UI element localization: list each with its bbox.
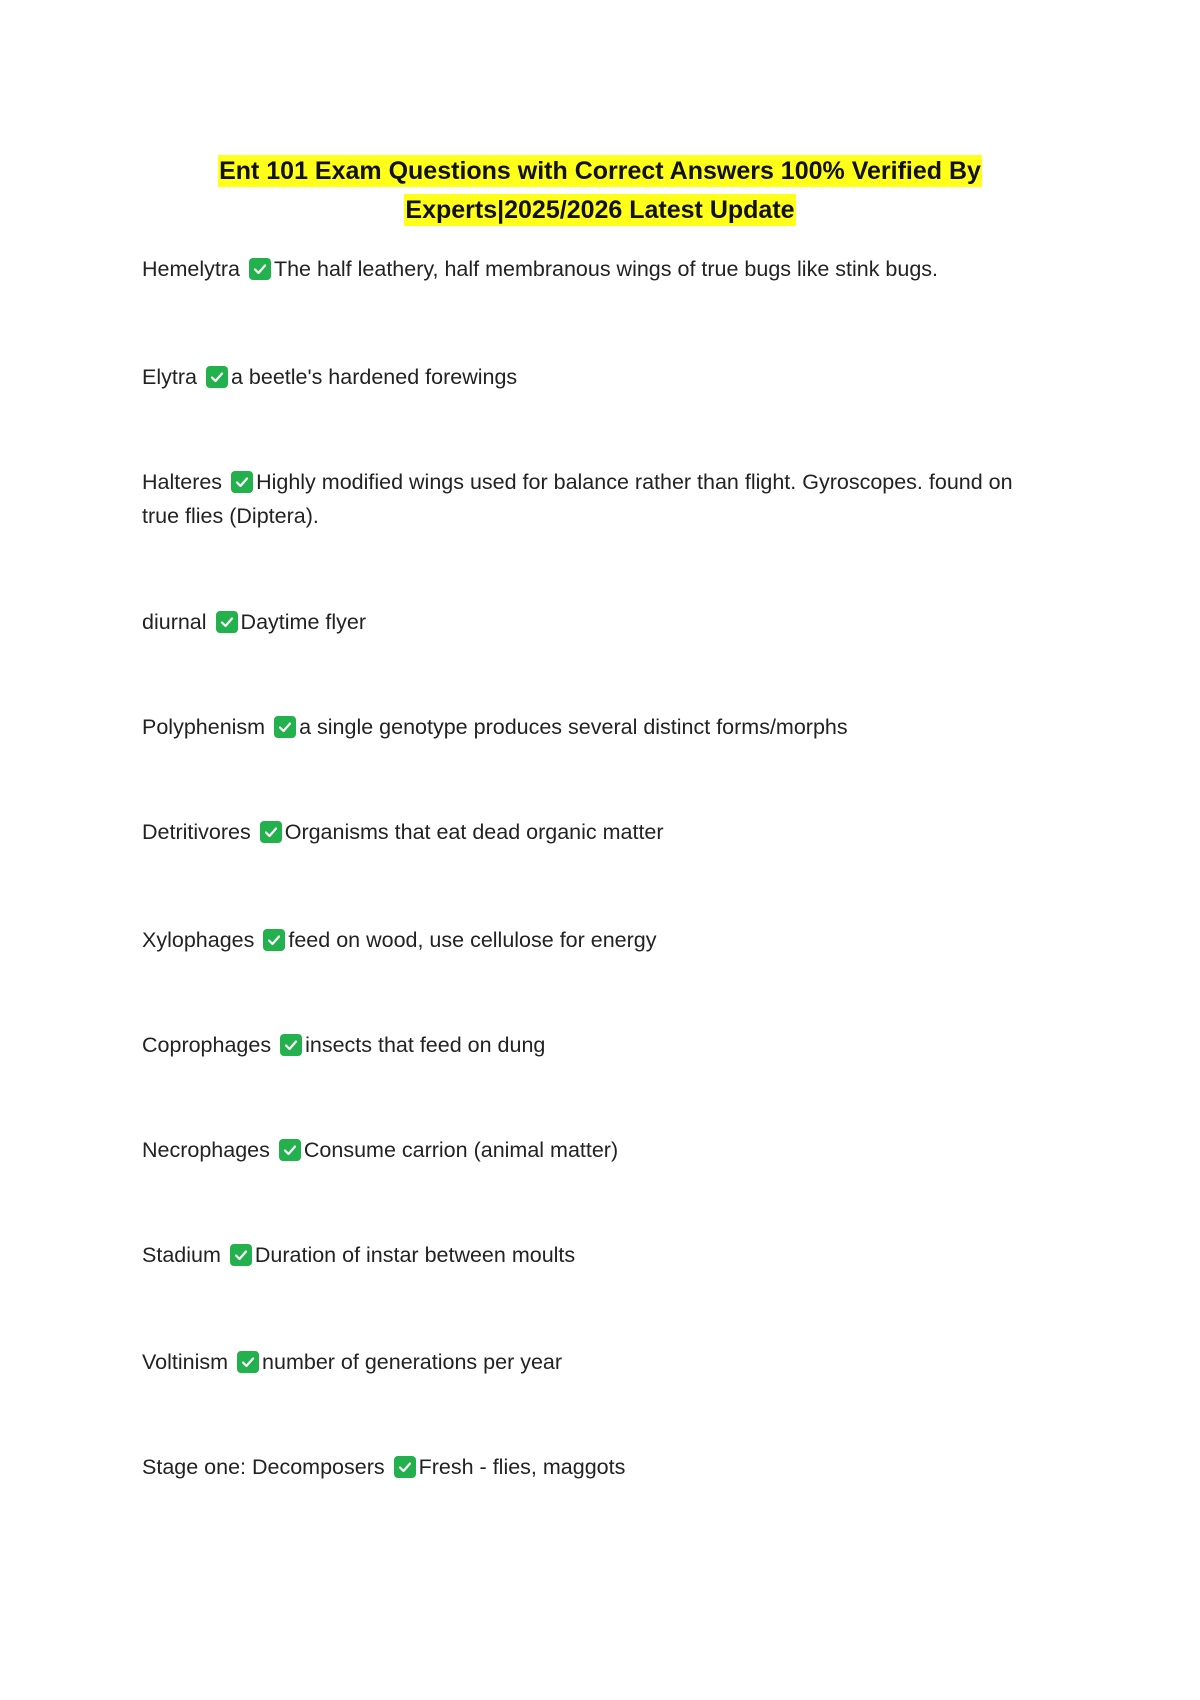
entry-definition: Highly modified wings used for balance rather than flight. Gyroscopes. found on true flies (Diptera). [142, 470, 1013, 528]
green-checkbox-icon [237, 1351, 259, 1373]
list-item [142, 1450, 1042, 1484]
title-line-2: Experts|2025/2026 Latest Update [405, 196, 795, 224]
entry-definition: insects that feed on dung [305, 1033, 546, 1057]
green-checkbox-icon [230, 1244, 252, 1266]
list-item [142, 815, 1042, 849]
green-checkbox-icon [206, 366, 228, 388]
entry-term: Detritivores [142, 820, 251, 844]
green-checkbox-icon [394, 1456, 416, 1478]
green-checkbox-icon [231, 471, 253, 493]
entry-definition: Duration of instar between moults [254, 1243, 576, 1267]
list-item [142, 710, 1042, 744]
entry-definition: Organisms that eat dead organic matter [284, 820, 664, 844]
entry-definition: Fresh - flies, maggots [418, 1455, 626, 1479]
list-item [142, 605, 1042, 639]
entry-term: Polyphenism [142, 715, 266, 739]
green-checkbox-icon [216, 611, 238, 633]
green-checkbox-icon [274, 716, 296, 738]
entry-term: Stage one: Decomposers [142, 1455, 385, 1479]
green-checkbox-icon [280, 1034, 302, 1056]
list-item [142, 1345, 1042, 1379]
entry-definition: a single genotype produces several distinct forms/morphs [299, 715, 848, 739]
entry-term: Halteres [142, 470, 223, 494]
list-item [142, 360, 1042, 394]
list-item [142, 1028, 1042, 1062]
entry-term: Xylophages [142, 928, 255, 952]
entry-definition: a beetle's hardened forewings [230, 365, 518, 389]
green-checkbox-icon [279, 1139, 301, 1161]
green-checkbox-icon [260, 821, 282, 843]
list-item [142, 1133, 1042, 1167]
list-item [142, 465, 1042, 533]
entry-definition: Daytime flyer [240, 610, 366, 634]
green-checkbox-icon [263, 929, 285, 951]
title-line-1: Ent 101 Exam Questions with Correct Answers 100% Verified By [219, 157, 981, 185]
entry-term: Stadium [142, 1243, 221, 1267]
entry-term: diurnal [142, 610, 207, 634]
entry-term: Coprophages [142, 1033, 272, 1057]
entry-term: Elytra [142, 365, 197, 389]
entry-term: Necrophages [142, 1138, 270, 1162]
list-item [142, 1238, 1042, 1272]
entry-definition: number of generations per year [262, 1350, 563, 1374]
document-title [180, 152, 1020, 230]
entry-definition: Consume carrion (animal matter) [303, 1138, 619, 1162]
entry-term: Voltinism [142, 1350, 229, 1374]
green-checkbox-icon [249, 258, 271, 280]
list-item [142, 923, 1042, 957]
entry-definition: feed on wood, use cellulose for energy [288, 928, 657, 952]
entry-definition: The half leathery, half membranous wings of true bugs like stink bugs. [273, 257, 939, 281]
entry-term: Hemelytra [142, 257, 240, 281]
list-item [142, 252, 1042, 286]
